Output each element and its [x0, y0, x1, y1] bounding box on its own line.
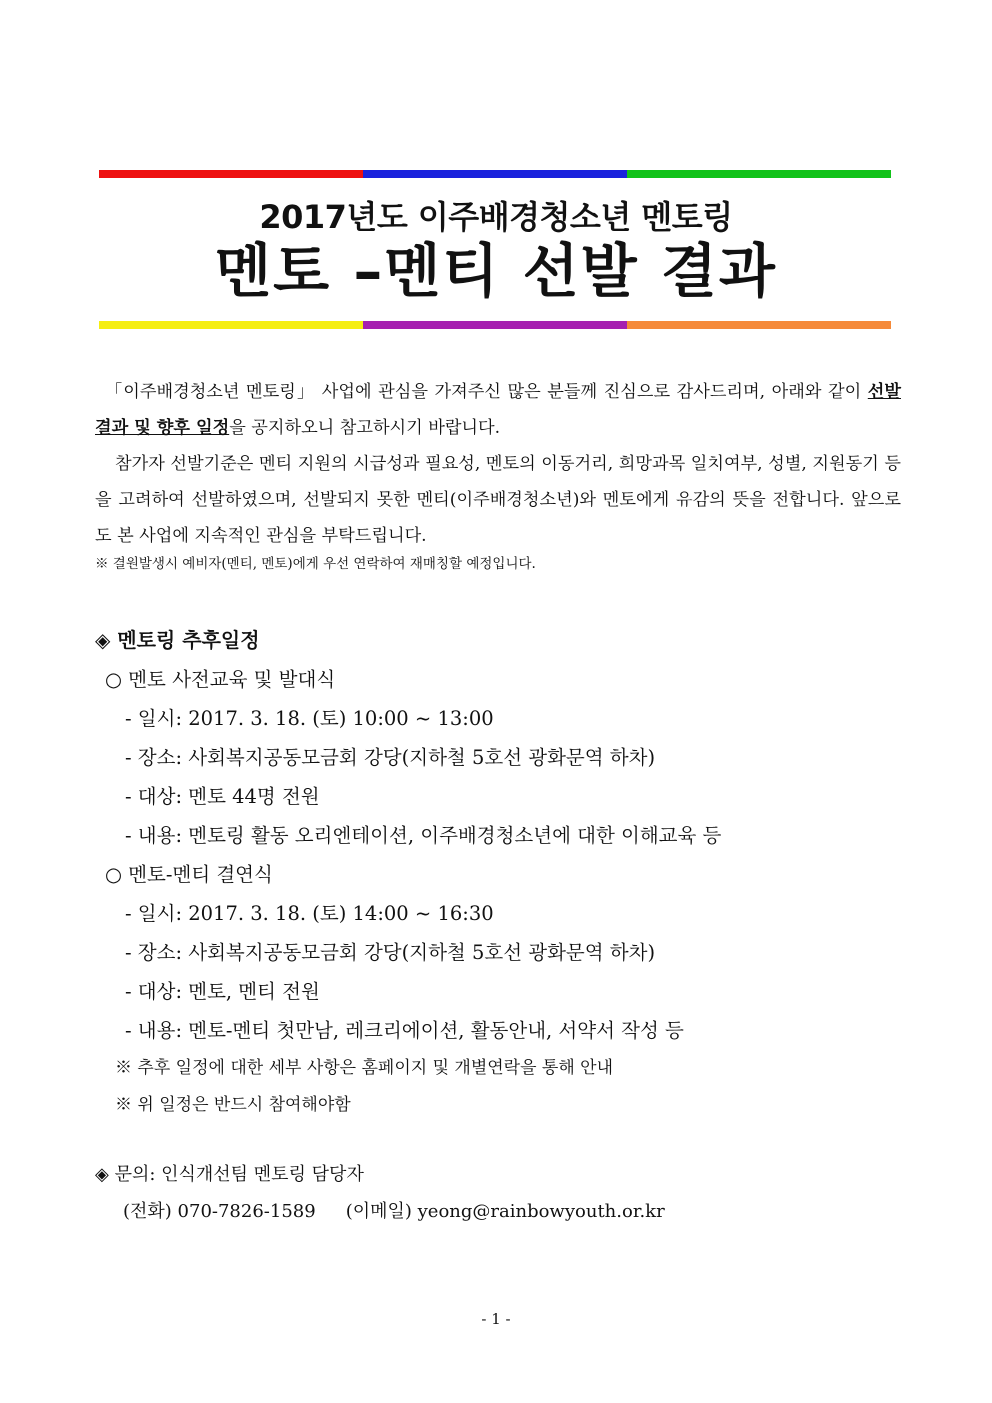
bottom-bar-purple-segment [363, 321, 627, 329]
event1-target: - 대상: 멘토 44명 전원 [125, 785, 320, 808]
contact-heading: ◈ 문의: 인식개선팀 멘토링 담당자 [95, 1164, 364, 1185]
event2-target: - 대상: 멘토, 멘티 전원 [125, 980, 320, 1003]
top-color-bar [99, 170, 891, 178]
document-subtitle: 2017년도 이주배경청소년 멘토링 [259, 198, 733, 236]
top-bar-green-segment [627, 170, 891, 178]
bottom-bar-orange-segment [627, 321, 891, 329]
bottom-color-bar [99, 321, 891, 329]
intro-paragraph-2: 참가자 선발기준은 멘티 지원의 시급성과 필요성, 멘토의 이동거리, 희망과목 일치여부, 성별, 지원동기 등을 고려하여 선발하였으며, 선발되지 못한 멘티(이주배경청소년)와 멘토에게 유감의 뜻을 전합니다. 앞으로도 본 사업에 지속적인 관심을 부탁드립니다. [95, 454, 901, 546]
event2-place: - 장소: 사회복지공동모금회 강당(지하철 5호선 광화문역 하차) [125, 941, 656, 964]
intro-text-b: 을 공지하오니 참고하시기 바랍니다. [229, 418, 501, 438]
bottom-bar-yellow-segment [99, 321, 363, 329]
schedule-note-2: ※ 위 일정은 반드시 참여해야함 [115, 1095, 351, 1115]
schedule-section [95, 621, 915, 1124]
page-number: - 1 - [481, 1310, 511, 1328]
contact-section [95, 1156, 915, 1230]
event2-content: - 내용: 멘토-멘티 첫만남, 레크리에이션, 활동안내, 서약서 작성 등 [125, 1019, 684, 1042]
schedule-heading: ◈ 멘토링 추후일정 [95, 628, 260, 652]
event-title-matching: ○ 멘토-멘티 결연식 [105, 863, 273, 886]
event2-date: - 일시: 2017. 3. 18. (토) 14:00 ~ 16:30 [125, 902, 494, 925]
event1-content: - 내용: 멘토링 활동 오리엔테이션, 이주배경청소년에 대한 이해교육 등 [125, 824, 722, 847]
intro-emphasis: 선발결과 및 향후 일정 [95, 382, 901, 438]
intro-note: ※ 결원발생시 예비자(멘티, 멘토)에게 우선 연락하여 재매칭할 예정입니다. [95, 556, 536, 572]
event-title-orientation: ○ 멘토 사전교육 및 발대식 [105, 668, 336, 691]
contact-phone: (전화) 070-7826-1589 [123, 1201, 316, 1222]
schedule-note-1: ※ 추후 일정에 대한 세부 사항은 홈페이지 및 개별연락을 통해 안내 [115, 1058, 614, 1078]
contact-details [95, 1193, 915, 1230]
top-bar-blue-segment [363, 170, 627, 178]
document-title: 멘토 –멘티 선발 결과 [215, 237, 777, 305]
contact-email[interactable]: (이메일) yeong@rainbowyouth.or.kr [345, 1201, 665, 1222]
event1-place: - 장소: 사회복지공동모금회 강당(지하철 5호선 광화문역 하차) [125, 746, 656, 769]
intro-text-a: 「이주배경청소년 멘토링」 사업에 관심을 가져주신 많은 분들께 진심으로 감사드리며, 아래와 같이 [105, 382, 868, 402]
top-bar-red-segment [99, 170, 363, 178]
event1-date: - 일시: 2017. 3. 18. (토) 10:00 ~ 13:00 [125, 707, 494, 730]
intro-section [95, 374, 901, 576]
intro-paragraph-1 [95, 374, 901, 446]
